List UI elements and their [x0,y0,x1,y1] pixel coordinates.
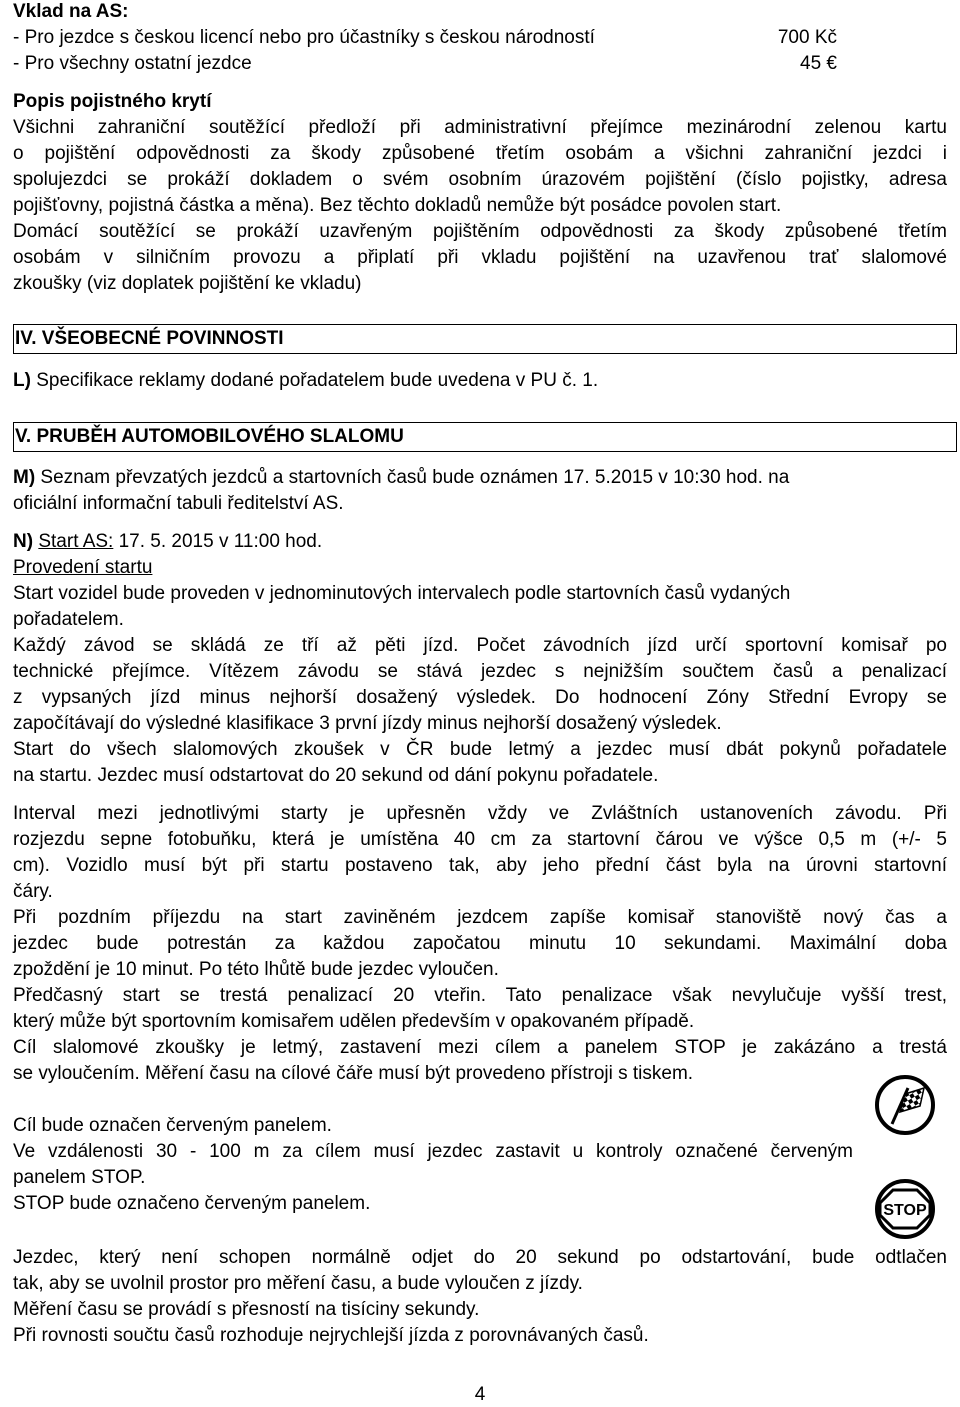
p1-line: pořadatelem. [13,609,124,630]
fee-label: - Pro všechny ostatní jezdce [13,53,252,74]
p2-line: Cíl slalomové zkoušky je letmý, zastavení mezi cílem a panelem STOP je zakázáno a trestá [13,1037,947,1058]
p1-line: Start vozidel bude proveden v jednominutových intervalech podle startovních časů vydaných [13,583,791,604]
p1-line: na startu. Jezdec musí odstartovat do 20 sekund od dání pokynu pořadatele. [13,765,659,786]
item-text: Specifikace reklamy dodané pořadatelem bude uvedena v PU č. 1. [30,370,599,391]
p3-line: Ve vzdálenosti 30 - 100 m za cílem musí jezdec zastavit u kontroly označené červeným [13,1141,853,1162]
item-m-cont: oficiální informační tabuli ředitelství AS. [13,493,344,514]
item-m [13,465,947,491]
p1-line: z vypsaných jízd minus nejhorší dosažený výsledek. Do hodnocení Zóny Střední Evropy se [13,687,947,708]
start-heading: Provedení startu [13,557,153,578]
fee-row-others [13,51,947,77]
p2-line: Předčasný start se trestá penalizací 20 vteřin. Tato penalizace však nevylučuje vyšší trest, [13,985,947,1006]
p3-line: STOP bude označeno červeným panelem. [13,1193,371,1214]
item-letter: M) [13,467,36,488]
p1-line: Start do všech slalomových zkoušek v ČR bude letmý a jezdec musí dbát pokynů pořadatele [13,739,947,760]
item-letter: N) [13,531,34,552]
p4-line: Jezdec, který není schopen normálně odjet do 20 sekund po odstartování, bude odtlačen [13,1247,947,1268]
p2-line: zpoždění je 10 minut. Po této lhůtě bude jezdec vyloučen. [13,959,499,980]
insurance-line: zkoušky (viz doplatek pojištění ke vkladu) [13,273,362,294]
fee-row-czech [13,25,947,51]
p1-line: technické přejímce. Vítězem závodu se stává jezdec s nejnižším součtem časů a penalizací [13,661,947,682]
p3-line: Cíl bude označen červeným panelem. [13,1115,332,1136]
p2-line: Interval mezi jednotlivými starty je upřesněn vždy ve Zvláštních ustanoveních závodu. Při [13,803,947,824]
stop-sign-icon [874,1178,936,1240]
insurance-line: osobám v silničním provozu a připlatí při vkladu pojištění na uzavřenou trať slalomové [13,247,947,268]
p2-line: Při pozdním příjezdu na start zaviněném jezdcem zapíše komisař stanoviště nový čas a [13,907,947,928]
section-heading-v: V. PRUBĚH AUTOMOBILOVÉHO SLALOMU [13,422,957,452]
p4-line: tak, aby se uvolnil prostor pro měření času, a bude vyloučen z jízdy. [13,1273,583,1294]
insurance-line: pojišťovny, pojistná částka a měna). Bez těchto dokladů nemůže být posádce povolen start. [13,195,782,216]
start-as-date: 17. 5. 2015 v 11:00 hod. [113,531,323,552]
p2-line: jezdec bude potrestán za každou započatou minutu 10 sekundami. Maximální doba [13,933,947,954]
p2-line: čáry. [13,881,53,902]
page-number: 4 [474,1384,486,1405]
insurance-line: Domácí soutěžící se prokáží uzavřeným pojištěním odpovědnosti za škody způsobené třetím [13,221,947,242]
start-as-label: Start AS: [38,531,114,552]
fee-amount: 700 Kč [777,27,837,48]
p3-line: panelem STOP. [13,1167,146,1188]
p2-line: cm). Vozidlo musí být při startu postaveno tak, aby jeho přední část byla na úrovni startovní [13,855,947,876]
item-l [13,368,947,394]
fee-amount: 45 € [800,53,837,74]
section-heading-iv: IV. VŠEOBECNÉ POVINNOSTI [13,324,957,354]
insurance-line: o pojištění odpovědnosti za škody způsobené třetím osobám a všichni zahraniční jezdci i [13,143,947,164]
item-n [13,529,947,555]
p2-line: který může být sportovním komisařem udělen především v opakovaném případě. [13,1011,695,1032]
item-letter: L) [13,370,31,391]
p4-line: Při rovnosti součtu časů rozhoduje nejrychlejší jízda z porovnávaných časů. [13,1325,649,1346]
fee-label: - Pro jezdce s českou licencí nebo pro účastníky s českou národností [13,27,595,48]
p1-line: Každý závod se skládá ze tří až pěti jízd. Počet závodních jízd určí sportovní komisař po [13,635,947,656]
item-text: Seznam převzatých jezdců a startovních časů bude oznámen 17. 5.2015 v 10:30 hod. na [35,467,790,488]
fees-title: Vklad na AS: [13,1,129,22]
insurance-line: spolujezdci se prokáží dokladem o svém osobním úrazovém pojištění (číslo pojistky, adresa [13,169,947,190]
p1-line: započítávají do výsledné klasifikace 3 první jízdy minus nejhorší dosažený výsledek. [13,713,722,734]
p2-line: rozjezdu sepne fotobuňku, která je umístěna 40 cm za startovní čárou ve výšce 0,5 m (+/- 5 [13,829,947,850]
insurance-title: Popis pojistného krytí [13,91,212,112]
finish-flag-icon [874,1074,936,1136]
insurance-line: Všichni zahraniční soutěžící předloží při administrativní přejímce mezinárodní zelenou kartu [13,117,947,138]
p4-line: Měření času se provádí s přesností na tisíciny sekundy. [13,1299,480,1320]
stop-sign-text: STOP [883,1202,927,1219]
p2-line: se vyloučením. Měření času na cílové čáře musí být provedeno přístroji s tiskem. [13,1063,694,1084]
